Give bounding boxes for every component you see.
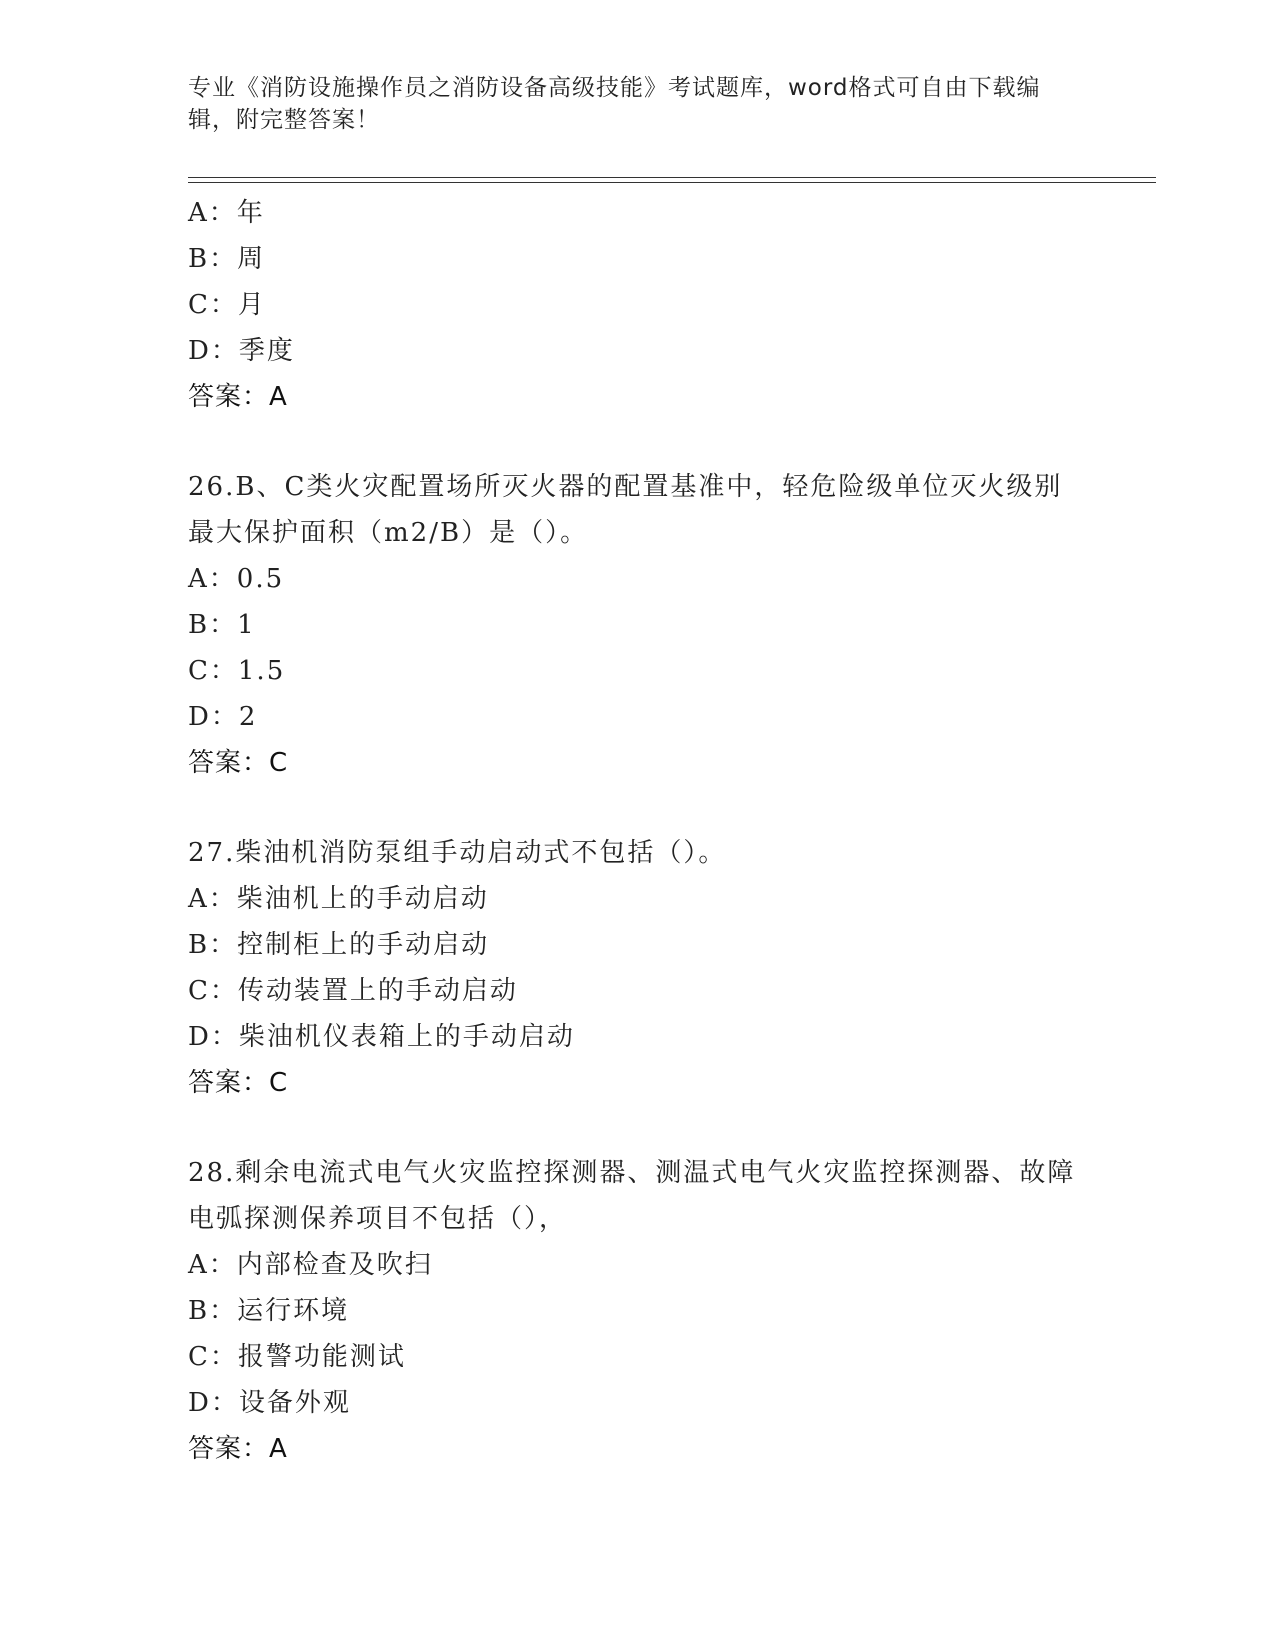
- option-a: A：年: [188, 198, 265, 228]
- option-c: C：报警功能测试: [188, 1342, 406, 1372]
- question-list: [188, 190, 1088, 1472]
- option-c: C：月: [188, 290, 266, 320]
- option-d: D：季度: [188, 336, 295, 366]
- option-b: B：1: [188, 610, 256, 640]
- option-d: D：柴油机仪表箱上的手动启动: [188, 1022, 575, 1052]
- option-a: A：内部检查及吹扫: [188, 1250, 433, 1280]
- option-d: D：设备外观: [188, 1388, 351, 1418]
- answer-line: 答案：A: [188, 1434, 288, 1464]
- option-a: A：柴油机上的手动启动: [188, 884, 489, 914]
- question-block: [188, 464, 1088, 786]
- question-text: 27.柴油机消防泵组手动启动式不包括（）。: [188, 838, 727, 868]
- question-text: 26.B、C类火灾配置场所灭火器的配置基准中，轻危险级单位灭火级别最大保护面积（m2/B）是（）。: [188, 472, 1063, 548]
- header-divider-top: [188, 177, 1156, 178]
- question-block: [188, 830, 1088, 1106]
- option-b: B：控制柜上的手动启动: [188, 930, 490, 960]
- option-a: A：0.5: [188, 564, 285, 594]
- question-text: 28.剩余电流式电气火灾监控探测器、测温式电气火灾监控探测器、故障电弧探测保养项目不包括（），: [188, 1158, 1076, 1234]
- answer-line: 答案：C: [188, 748, 289, 778]
- option-b: B：运行环境: [188, 1296, 350, 1326]
- option-b: B：周: [188, 244, 266, 274]
- option-d: D：2: [188, 702, 258, 732]
- header-divider-bottom: [188, 182, 1156, 183]
- document-header: 专业《消防设施操作员之消防设备高级技能》考试题库，word格式可自由下载编辑，附完整答案！: [188, 75, 1041, 133]
- question-block: [188, 190, 1088, 420]
- question-block: [188, 1150, 1088, 1472]
- answer-line: 答案：C: [188, 1068, 289, 1098]
- option-c: C：传动装置上的手动启动: [188, 976, 518, 1006]
- option-c: C：1.5: [188, 656, 286, 686]
- answer-line: 答案：A: [188, 382, 288, 412]
